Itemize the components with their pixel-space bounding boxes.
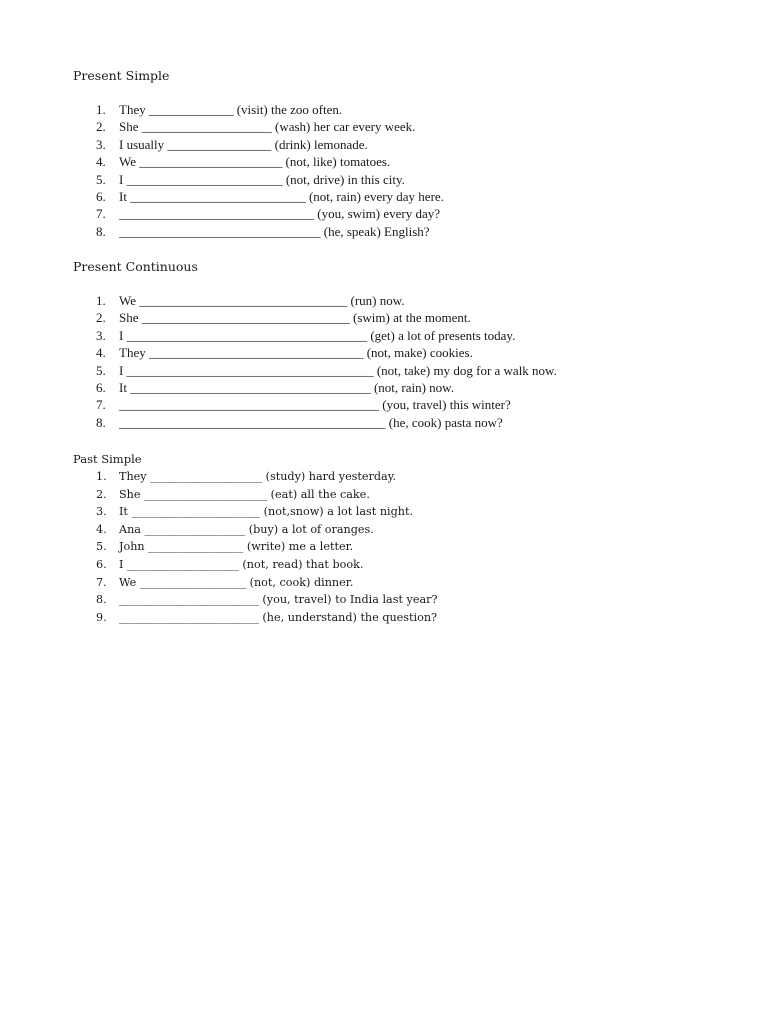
item-number: 4. — [96, 154, 106, 170]
item-number: 1. — [96, 293, 106, 308]
item-text: _________________________ (he, understand) the question? — [119, 610, 438, 624]
item-text: They _____________ (visit) the zoo often. — [119, 102, 343, 117]
item-number: 1. — [96, 102, 106, 117]
item-number: 9. — [96, 610, 107, 624]
item-text: I _____________________________________ (get) a lot of presents today. — [119, 327, 516, 343]
item-number: 8. — [96, 414, 106, 430]
section-title-past-simple: Past Simple — [73, 452, 142, 466]
item-text: Ana __________________ (buy) a lot of oranges. — [119, 522, 374, 536]
item-text: _________________________ (you, travel) to India last year? — [119, 593, 438, 607]
item-number: 1. — [96, 470, 107, 483]
item-text: ________________________________________ (you, travel) this winter? — [119, 397, 511, 413]
item-text: It ___________________________ (not, rain) every day here. — [119, 188, 444, 204]
item-number: 3. — [96, 327, 106, 343]
item-text: ______________________________ (you, swim) every day? — [119, 206, 440, 222]
item-text: We ___________________ (not, cook) dinner. — [119, 575, 354, 589]
item-number: 8. — [96, 223, 106, 239]
item-text: They ____________________ (study) hard yesterday. — [119, 470, 397, 483]
item-number: 5. — [96, 171, 106, 187]
item-text: It _____________________________________ (not, rain) now. — [119, 379, 454, 395]
item-text: We ______________________ (not, like) tomatoes. — [119, 154, 391, 170]
item-text: I ______________________________________ (not, take) my dog for a walk now. — [119, 362, 557, 378]
item-text: I ________________________ (not, drive) in this city. — [119, 171, 405, 187]
item-text: _________________________________________ (he, cook) pasta now? — [119, 414, 503, 430]
item-number: 2. — [96, 119, 106, 135]
item-number: 5. — [96, 362, 106, 378]
item-number: 7. — [96, 397, 106, 413]
item-text: _______________________________ (he, speak) English? — [119, 223, 430, 239]
item-text: I ____________________ (not, read) that book. — [119, 557, 364, 571]
section-title-present-simple: Present Simple — [73, 68, 170, 83]
item-number: 3. — [96, 505, 107, 519]
item-text: It _______________________ (not,snow) a lot last night. — [119, 505, 414, 519]
section-title-present-continuous: Present Continuous — [73, 259, 198, 274]
item-number: 6. — [96, 188, 106, 204]
item-number: 8. — [96, 593, 107, 607]
item-number: 2. — [96, 310, 106, 326]
item-text: We ________________________________ (run) now. — [119, 293, 405, 308]
item-text: They _________________________________ (not, make) cookies. — [119, 345, 473, 361]
item-text: I usually ________________ (drink) lemonade. — [119, 136, 368, 152]
item-number: 3. — [96, 136, 106, 152]
item-number: 7. — [96, 206, 106, 222]
item-number: 6. — [96, 379, 106, 395]
item-number: 5. — [96, 540, 107, 554]
item-number: 7. — [96, 575, 107, 589]
item-text: She ______________________ (eat) all the cake. — [119, 487, 370, 501]
item-text: She ____________________ (wash) her car every week. — [119, 119, 416, 135]
item-number: 6. — [96, 557, 107, 571]
item-number: 4. — [96, 345, 106, 361]
item-number: 4. — [96, 522, 107, 536]
item-text: She ________________________________ (swim) at the moment. — [119, 310, 471, 326]
item-number: 2. — [96, 487, 107, 501]
item-text: John _________________ (write) me a letter. — [119, 540, 354, 554]
